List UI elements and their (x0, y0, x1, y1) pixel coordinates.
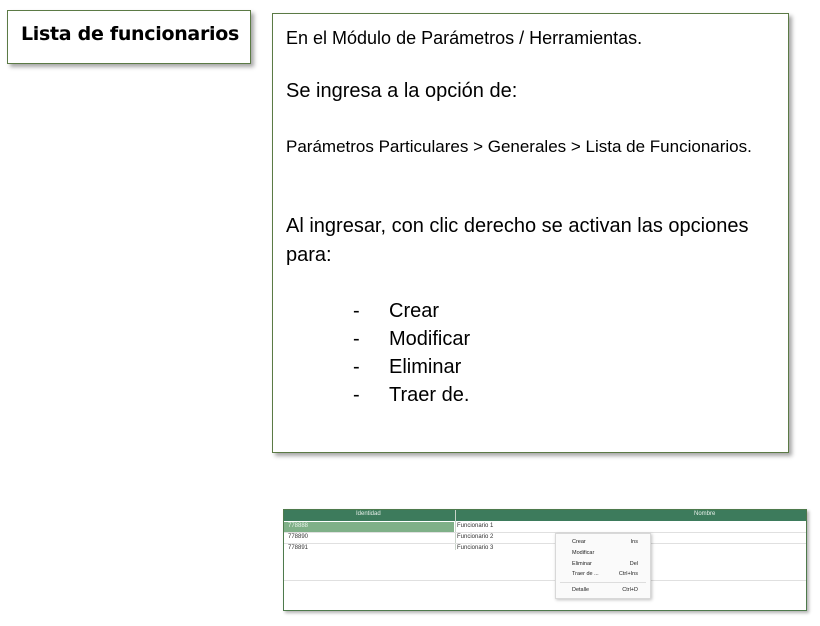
column-header-nombre[interactable]: Nombre (694, 511, 716, 517)
option-item: - Eliminar (353, 356, 462, 378)
instruction-option: Se ingresa a la opción de: (286, 80, 518, 102)
instruction-right-click: Al ingresar, con clic derecho se activan las opciones para: (286, 215, 749, 266)
section-title-box (7, 10, 251, 64)
menu-item-eliminar[interactable]: Eliminar (572, 561, 592, 567)
section-title: Lista de funcionarios (21, 23, 239, 45)
options-list (353, 297, 470, 409)
table-row[interactable]: 778891 Funcionario 3 (288, 545, 494, 551)
table-row[interactable]: 778888 Funcionario 1 (284, 522, 806, 532)
screenshot-grid (283, 509, 807, 611)
shortcut-del: Del (629, 561, 638, 567)
table-row[interactable]: 778890 Funcionario 2 (288, 534, 494, 540)
column-header-identidad[interactable]: Identidad (356, 511, 381, 517)
option-item: - Crear (353, 300, 440, 322)
shortcut-ctrl-ins: Ctrl+Ins (618, 571, 638, 577)
instruction-path: Parámetros Particulares > Generales > Lista de Funcionarios. (286, 137, 752, 156)
menu-item-modificar[interactable]: Modificar (572, 550, 595, 556)
shortcut-ins: Ins (630, 539, 638, 545)
option-item: - Modificar (353, 328, 471, 350)
grid-header (284, 510, 806, 521)
menu-item-detalle[interactable]: Detalle (572, 587, 590, 593)
menu-item-crear[interactable]: Crear (572, 539, 586, 545)
context-menu (555, 533, 651, 599)
instruction-module: En el Módulo de Parámetros / Herramientas. (286, 28, 643, 48)
menu-item-traer-de[interactable]: Traer de ... (572, 571, 599, 577)
menu-separator (560, 582, 646, 583)
option-item: - Traer de. (353, 384, 470, 406)
shortcut-ctrl-d: Ctrl+D (622, 587, 638, 593)
instructions-box (272, 13, 789, 453)
